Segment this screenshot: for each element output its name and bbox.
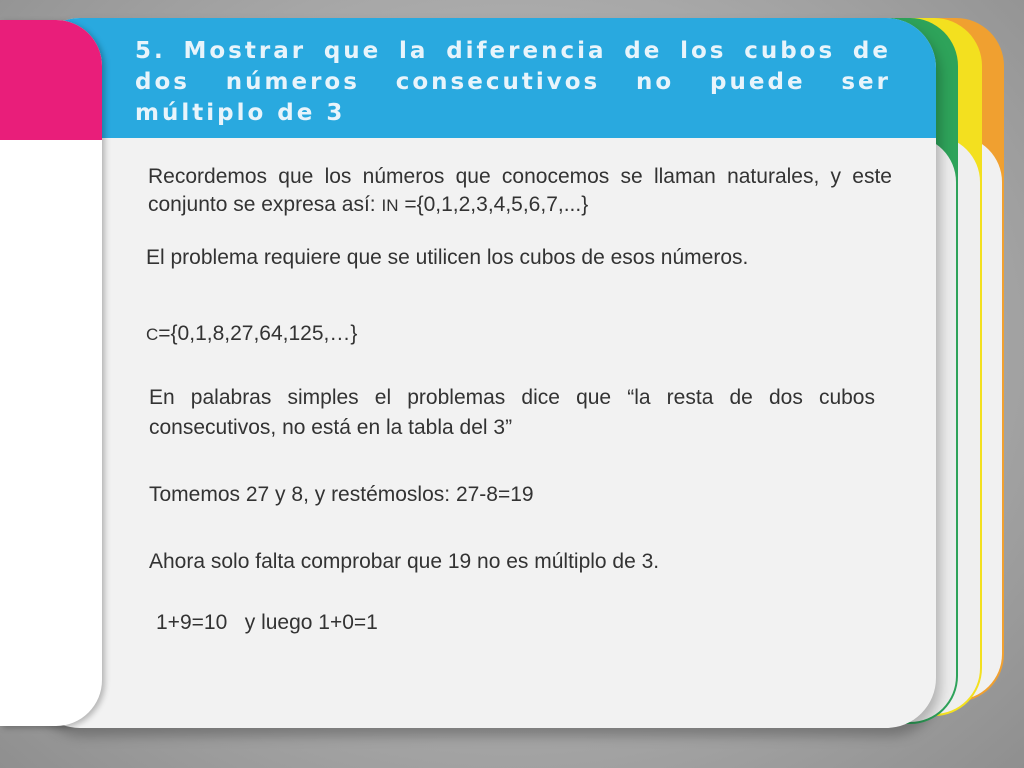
paragraph-digit-sum: 1+9=10 y luego 1+0=1 bbox=[156, 611, 378, 634]
natural-set-symbol: IN bbox=[381, 196, 399, 215]
left-tab-panel bbox=[0, 20, 102, 726]
paragraph-check: Ahora solo falta comprobar que 19 no es múltiplo de 3. bbox=[149, 550, 660, 573]
paragraph-cubes-intro: El problema requiere que se utilicen los cubos de esos números. bbox=[146, 246, 749, 269]
cubes-set-values: ={0,1,8,27,64,125,…} bbox=[158, 322, 358, 345]
paragraph-cubes-set bbox=[146, 320, 546, 349]
cubes-set-symbol: C bbox=[146, 325, 159, 344]
p1-text: Recordemos que los números que conocemos se llaman naturales, y este conjunto se expresa así: bbox=[148, 165, 892, 216]
p1-set: ={0,1,2,3,4,5,6,7,...} bbox=[398, 193, 589, 216]
paragraph-natural-numbers bbox=[148, 163, 892, 220]
paragraph-example: Tomemos 27 y 8, y restémoslos: 27-8=19 bbox=[149, 483, 534, 506]
paragraph-simple-words: En palabras simples el problemas dice que “la resta de dos cubos consecutivos, no está en la tabla del 3” bbox=[149, 386, 875, 439]
left-tab-pink-header bbox=[0, 20, 102, 140]
slide-title: 5. Mostrar que la diferencia de los cubos de dos números consecutivos no puede ser múltiplo de 3 bbox=[135, 38, 891, 126]
